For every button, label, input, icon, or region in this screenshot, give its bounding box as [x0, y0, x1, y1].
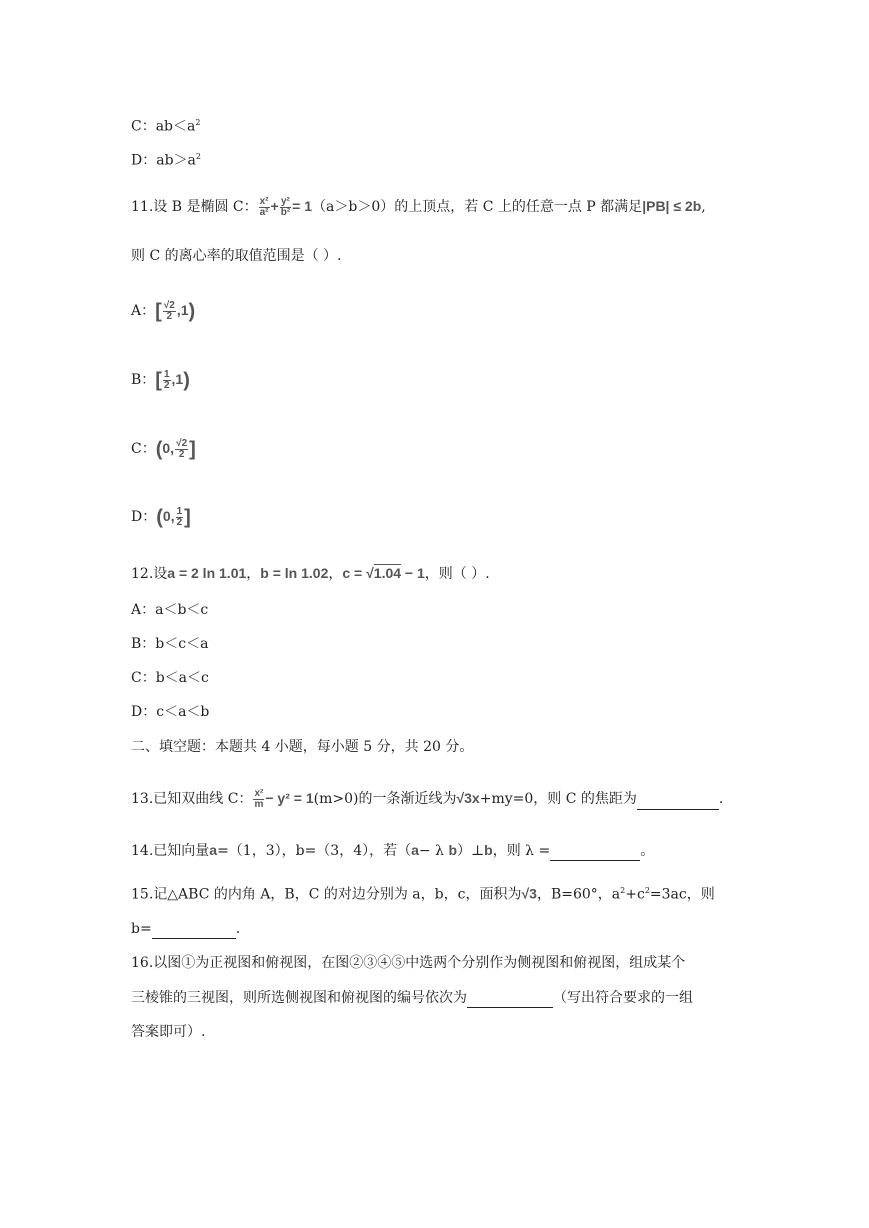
q11-option-b-rest: ,1 [171, 371, 184, 387]
q12-c-expr-sqrt: 1.04 [373, 565, 402, 581]
q16-line1: 16.以图①为正视图和俯视图，在图②③④⑤中选两个分别作为侧视图和俯视图，组成某个 [131, 955, 686, 971]
q14-answer-blank[interactable] [550, 844, 640, 861]
q11-stem-c: , [701, 199, 706, 215]
q14-stem [131, 840, 654, 861]
q15-sup1: 2 [620, 886, 626, 895]
q11-option-b-den: 2 [163, 379, 170, 391]
q11-option-b-close: ) [183, 369, 190, 392]
q11-option-a-open: [ [155, 300, 162, 323]
section-2-heading: 二、填空题：本题共 4 小题，每小题 5 分，共 20 分。 [131, 739, 474, 755]
q13-frac-num: x² [254, 787, 264, 799]
q11-stem [131, 196, 706, 218]
q14-stem-a: 14.已知向量 [131, 843, 210, 859]
q16-answer-blank[interactable] [467, 991, 553, 1008]
q15-line2 [131, 919, 240, 939]
q12-b-expr: b = ln 1.02 [260, 565, 329, 581]
q13-answer-blank[interactable] [637, 793, 719, 810]
q11-option-a-rest: ,1 [176, 302, 189, 318]
q11-option-b-open: [ [155, 369, 162, 392]
ellipse-eq-one: = 1 [292, 198, 313, 214]
q10-option-c-sup: 2 [195, 118, 201, 127]
q11-option-c-pre: 0, [162, 440, 175, 456]
q15-stem-b: ，B=60°，a [536, 886, 621, 903]
q11-option-d-pre: 0, [162, 508, 175, 524]
q12-stem-b: ，则（ ）. [424, 566, 490, 582]
q11-option-b-label: B： [131, 372, 156, 388]
q12-sep1: ， [246, 566, 261, 582]
ellipse-y-num: y² [280, 195, 290, 207]
ellipse-plus: + [270, 198, 279, 214]
q11-option-a-num: √2 [163, 299, 175, 311]
q11-option-c-label: C： [131, 441, 156, 457]
q13-stem [131, 788, 723, 810]
ellipse-x-num: x² [259, 195, 269, 207]
q13-asym: √3x [456, 790, 480, 806]
q11-option-d-label: D： [131, 509, 157, 525]
q11-stem-line2: 则 C 的离心率的取值范围是（ ）. [131, 248, 342, 264]
q12-a-expr: a = 2 ln 1.01 [167, 565, 247, 581]
q11-option-d-den: 2 [176, 516, 183, 528]
q12-option-c: C：b＜a＜c [131, 670, 209, 686]
q11-option-c-open: ( [155, 438, 163, 461]
q13-stem-b: (m>0)的一条渐近线为 [313, 791, 457, 807]
q12-option-a: A：a＜b＜c [131, 602, 209, 618]
q14-stem-f: 。 [640, 843, 655, 859]
q11-option-c [131, 438, 196, 460]
ellipse-y-den: b² [280, 206, 291, 218]
q11-option-d-num: 1 [176, 505, 183, 517]
q10-option-d-text: D：ab＞a [131, 152, 196, 169]
q11-option-d-close: ] [184, 506, 191, 529]
q15-stem [131, 881, 715, 905]
q14-vector-b: b [448, 842, 457, 858]
q16-line2-b: （写出符合要求的一组 [553, 990, 693, 1006]
q16-line2-a: 三棱锥的三视图，则所选侧视图和俯视图的编号依次为 [131, 990, 467, 1006]
q14-stem-b: =（1，3），b=（3，4），若（ [217, 843, 412, 859]
q15-stem-a: 15.记△ABC 的内角 A，B，C 的对边分别为 a，b，c，面积为 [131, 886, 522, 903]
q16-line2 [131, 988, 693, 1008]
q11-option-d-open: ( [156, 506, 163, 529]
q12-stem [131, 563, 490, 584]
q11-option-a-den: 2 [166, 310, 173, 322]
q15-stem-d: =3ac，则 [649, 886, 715, 903]
q12-option-b: B：b＜c＜a [131, 636, 209, 652]
q13-stem-d: . [718, 791, 724, 807]
q10-option-c-text: C：ab＜a [131, 118, 196, 135]
q13-stem-a: 13.已知双曲线 C： [131, 791, 253, 807]
q11-option-a-label: A： [131, 303, 156, 319]
q14-stem-c: − λ [418, 843, 449, 859]
q12-stem-a: 12.设 [131, 566, 168, 582]
q15-stem-c: +c [625, 886, 645, 903]
q14-vector-a-2: a [411, 842, 419, 858]
q10-option-d [131, 147, 201, 171]
q12-c-expr-b: − 1 [401, 565, 425, 581]
q16-line3: 答案即可）. [131, 1024, 206, 1040]
q11-option-c-den: 2 [178, 448, 185, 460]
q11-condition: |PB| ≤ 2b [642, 198, 702, 214]
q11-option-d [131, 506, 191, 528]
q15-sup2: 2 [644, 886, 650, 895]
q11-option-b [131, 369, 190, 391]
q15-answer-blank[interactable] [152, 922, 236, 939]
q13-frac-den: m [254, 798, 264, 810]
q14-stem-d: ）⊥ [457, 843, 485, 859]
q15-area: √3 [521, 885, 537, 902]
q15-line2-text: b= [131, 921, 152, 937]
q11-option-a-close: ) [188, 300, 196, 323]
q13-expr: − y² = 1 [265, 790, 314, 806]
ellipse-x-den: a² [259, 206, 269, 218]
q10-option-c [131, 113, 200, 137]
q15-line2-end: . [235, 921, 241, 937]
q13-stem-c: +my=0，则 C 的焦距为 [479, 791, 637, 807]
q14-vector-b-2: b [484, 842, 493, 858]
ellipse-equation [258, 195, 313, 218]
q14-vector-a: a [209, 842, 218, 858]
q11-option-a [131, 300, 195, 322]
q11-option-b-num: 1 [163, 368, 170, 380]
q11-stem-a: 11.设 B 是椭圆 C： [131, 199, 258, 215]
q12-c-expr-a: c = [342, 565, 367, 581]
q12-sep2: ， [328, 566, 343, 582]
q10-option-d-sup: 2 [195, 152, 201, 161]
q11-option-c-num: √2 [176, 437, 188, 449]
q11-stem-b: （a＞b＞0）的上顶点，若 C 上的任意一点 P 都满足 [312, 199, 643, 215]
q12-option-d: D：c＜a＜b [131, 704, 210, 720]
q14-stem-e: ，则 λ = [492, 843, 551, 859]
q12-c-expr: c = √1.04 − 1 [342, 565, 425, 581]
q11-option-c-close: ] [189, 438, 196, 461]
